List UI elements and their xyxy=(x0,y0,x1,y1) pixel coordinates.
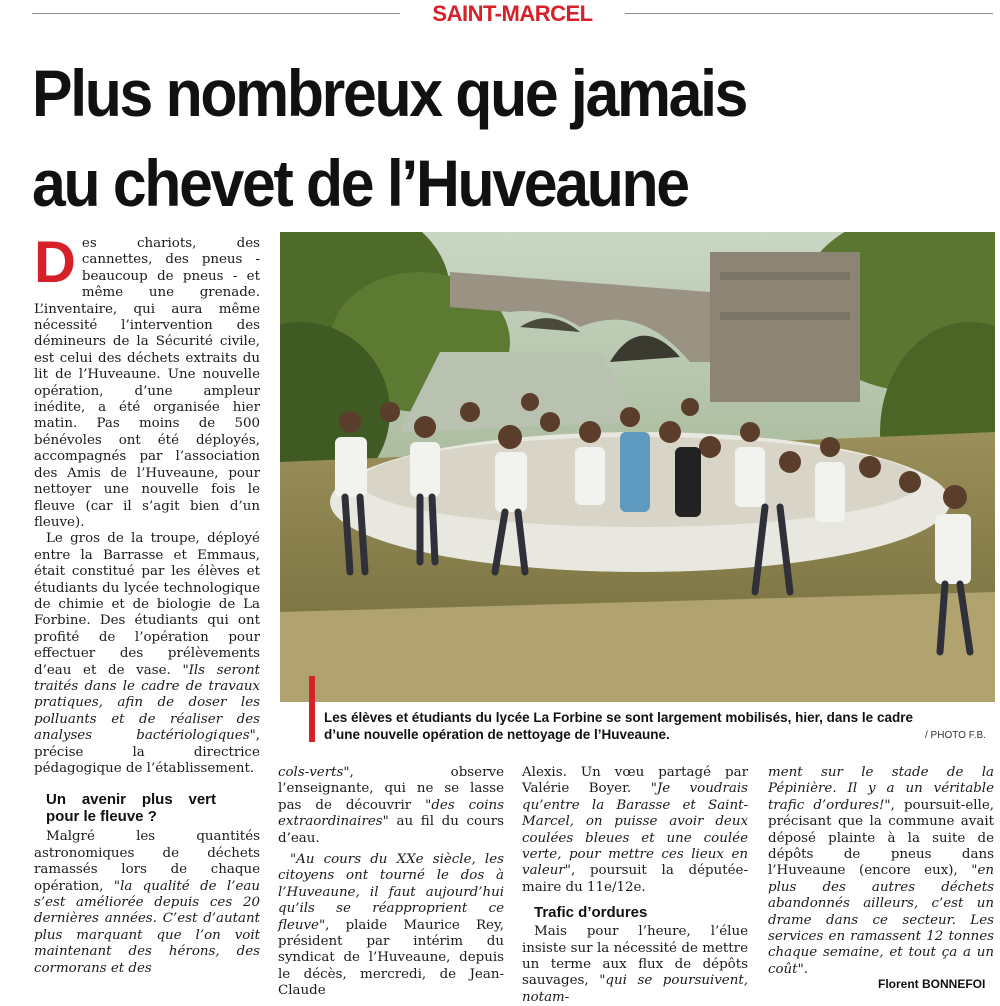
subheading-trafic: Trafic d’ordures xyxy=(534,904,648,922)
article-column-4 xyxy=(768,765,994,978)
drop-cap: D xyxy=(34,230,76,295)
paragraph: cols-verts", observe l’enseignante, qui ne se lasse pas de découvrir "des coins extraordinaires" au fil du cours d’eau. xyxy=(278,765,505,846)
article-column-2 xyxy=(278,765,504,1000)
paragraph: Alexis. Un vœu partagé par Valérie Boyer. "Je voudrais qu’entre la Barasse et Saint-Marcel, on puisse avoir deux coulées bleues et une coulée verte, pour mettre ces lieux en valeur", poursuit la députée-maire du 11e/12e. xyxy=(522,765,748,895)
headline-line-1: Plus nombreux que jamais xyxy=(32,56,747,130)
article-photo xyxy=(280,232,995,702)
headline xyxy=(32,48,906,228)
paragraph: Le gros de la troupe, déployé entre la Barrasse et Emmaus, était constitué par les élèves et étudiants du lycée technologique de chimie et de biologie de La Forbine. Des étudiants qui ont profité de l’opération pour effectuer des prélèvements d’eau et de vase. "Ils seront traités dans le cadre de travaux pratiques, afin de doser les polluants et de réaliser des analyses bactériologiques", précise la directrice pédagogique de l’établissement. xyxy=(34,531,260,776)
photo-illustration xyxy=(280,232,995,702)
paragraph: "Au cours du XXe siècle, les citoyens ont tourné le dos à l’Huveaune, il faut aujourd’hui qu’ils se réapproprient ce fleuve", plaide Maurice Rey, président par intérim du syndicat de l’Huveaune, depuis le décès, mercredi, de Jean-Claude xyxy=(278,852,504,999)
kicker-rule-right xyxy=(625,13,993,14)
article-column-1 xyxy=(34,230,260,977)
kicker-rule-left xyxy=(32,13,400,14)
headline-line-2: au chevet de l’Huveaune xyxy=(32,146,688,220)
caption-accent-bar xyxy=(309,676,315,742)
byline: Florent BONNEFOI xyxy=(878,977,986,991)
paragraph: ment sur le stade de la Pépinière. Il y a un véritable trafic d’ordures!", poursuit-elle, précisant que la commune avait déposé plainte à la suite de dépôts de pneus dans l’Huveaune (encore eux), "en plus des autres déchets abandonnés ailleurs, c’est un drame dans ce secteur. Les services en ramassent 12 tonnes chaque semaine, et tout ça a un coût". xyxy=(768,765,994,977)
article-column-3 xyxy=(522,765,748,1006)
photo-credit: / PHOTO F.B. xyxy=(925,730,986,741)
paragraph: Malgré les quantités astronomiques de déchets ramassés lors de chaque opération, "la qualité de l’eau s’est améliorée depuis ces 20 dernières années. C’est d’autant plus marquant que l’on voit maintenant des hérons, des cormorans et des xyxy=(34,829,260,976)
lead-paragraph: Des chariots, des cannettes, des pneus - beaucoup de pneus - et même une grenade. L’inventaire, qui aura même nécessité l’intervention des démineurs de la Sécurité civile, est celui des déchets extraits du lit de l’Huveaune. Une nouvelle opération, d’une ampleur inédite, a été organisée hier matin. Pas moins de 500 bénévoles ont été déployés, accompagnés par l’association des Amis de l’Huveaune, pour nettoyer une nouvelle fois le fleuve (car il s’agit bien d’un fleuve). xyxy=(34,230,260,530)
section-kicker: SAINT-MARCEL xyxy=(432,1,593,26)
photo-caption: Les élèves et étudiants du lycée La Forbine se sont largement mobilisés, hier, dans le cadre d’une nouvelle opération de nettoyage de l’Huveaune. xyxy=(324,710,913,742)
subheading-avenir: Un avenir plus vert pour le fleuve ? xyxy=(46,791,216,826)
paragraph: Mais pour l’heure, l’élue insiste sur la nécessité de mettre un terme aux flux de dépôts sauvages, "qui se poursuivent, notam- xyxy=(522,924,748,1005)
